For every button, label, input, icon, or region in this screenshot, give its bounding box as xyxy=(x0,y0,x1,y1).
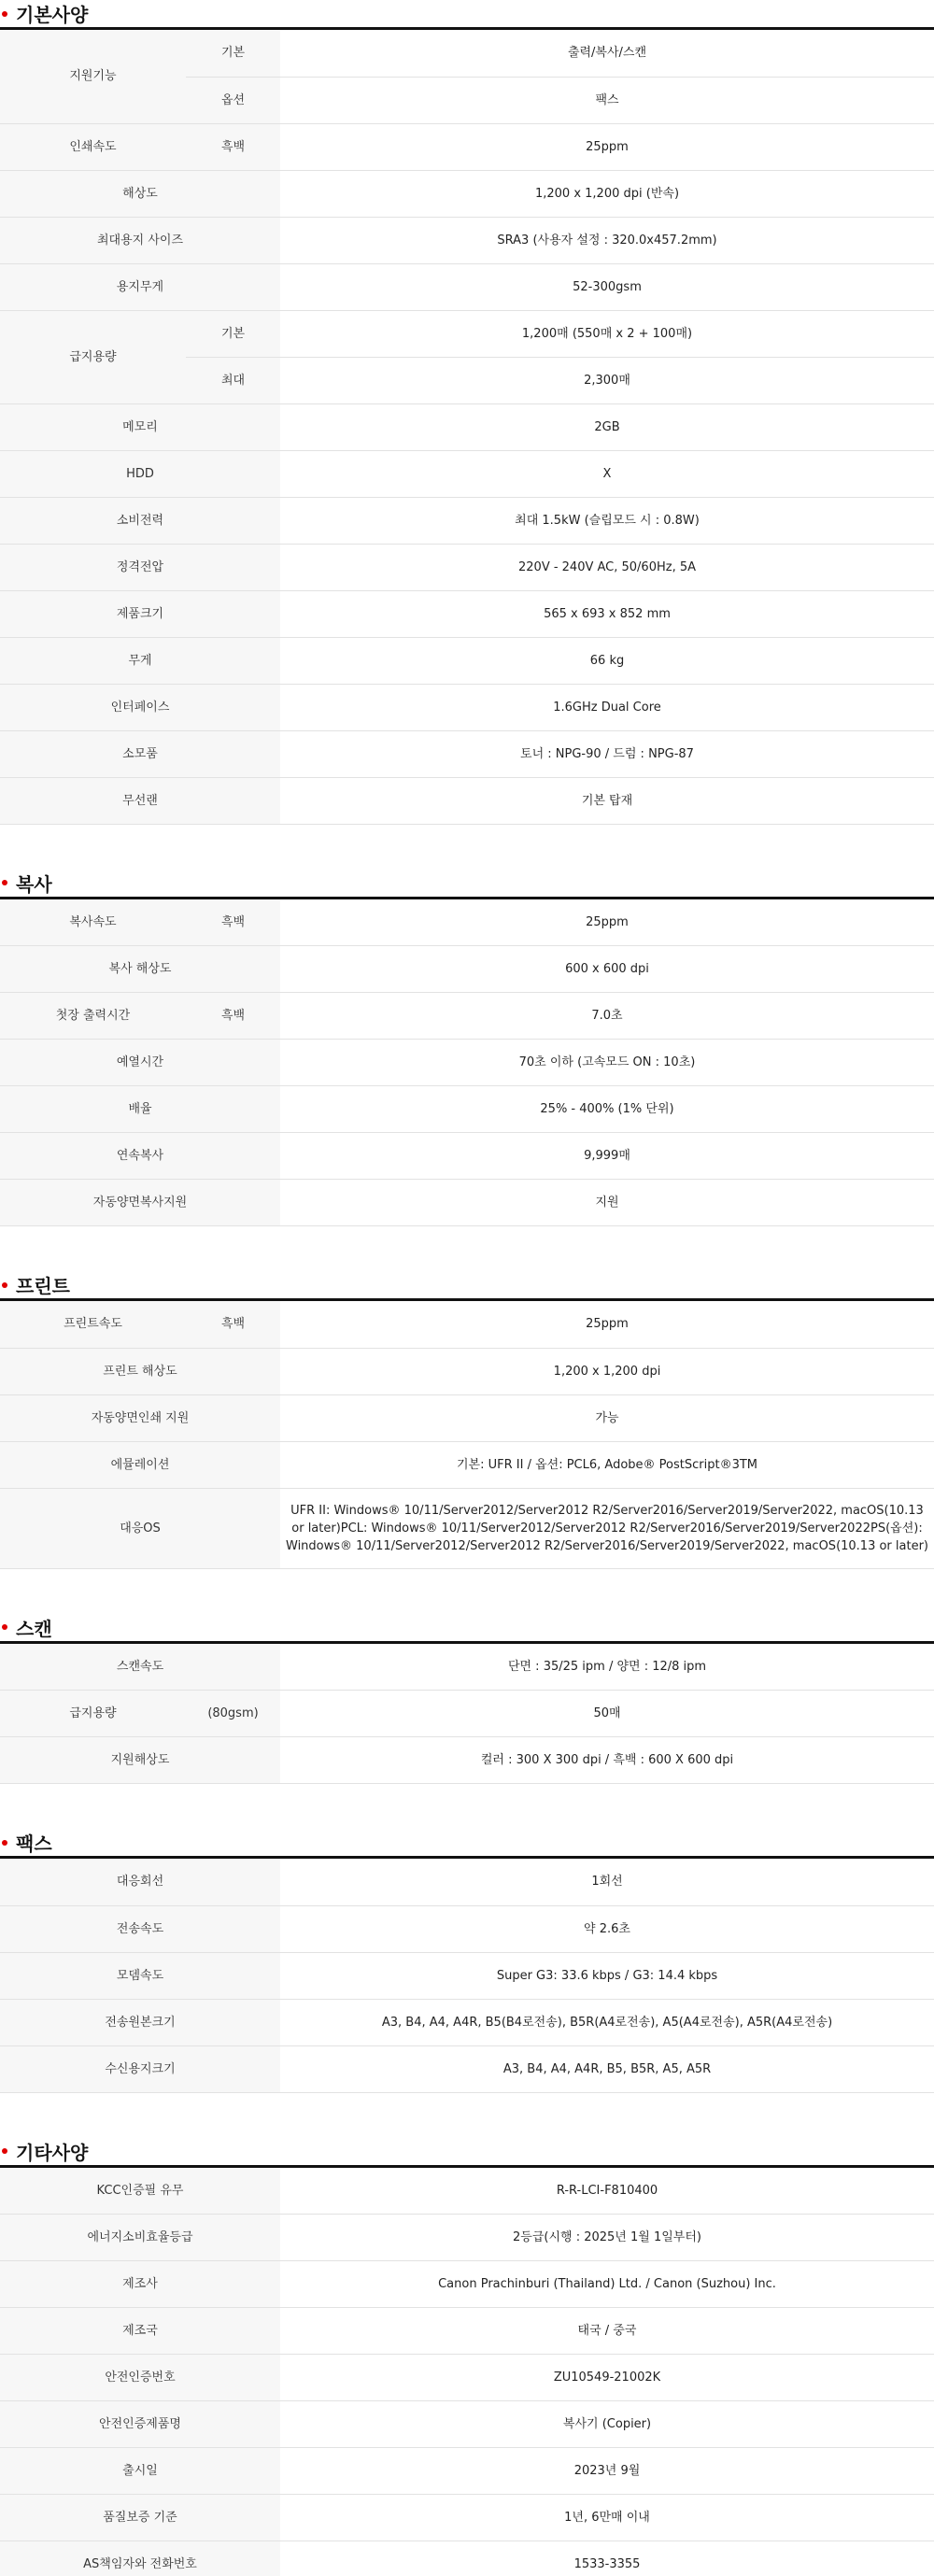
table-row xyxy=(0,1905,934,1952)
row-value: A3, B4, A4, A4R, B5, B5R, A5, A5R xyxy=(280,2045,934,2092)
section-header xyxy=(0,870,934,899)
section-title: 스캔 xyxy=(16,1617,52,1640)
row-label: 자동양면복사지원 xyxy=(0,1180,280,1226)
row-label: 대응회선 xyxy=(0,1859,280,1905)
row-sublabel: 흑백 xyxy=(186,1301,280,1348)
table-row xyxy=(0,170,934,217)
row-value: 220V - 240V AC, 50/60Hz, 5A xyxy=(280,544,934,590)
row-value: 지원 xyxy=(280,1180,934,1226)
row-label: 소모품 xyxy=(0,730,280,777)
spec-table xyxy=(0,1859,934,2093)
table-row xyxy=(0,1691,934,1737)
table-row xyxy=(0,1040,934,1086)
table-row xyxy=(0,1394,934,1441)
table-row xyxy=(0,946,934,993)
row-value: 1,200 x 1,200 dpi (반속) xyxy=(280,170,934,217)
row-label: 에뮬레이션 xyxy=(0,1441,280,1488)
section-header xyxy=(0,0,934,30)
row-label: 복사속도 xyxy=(0,899,186,946)
row-value: 565 x 693 x 852 mm xyxy=(280,590,934,637)
table-row xyxy=(0,2261,934,2308)
table-row xyxy=(0,2495,934,2541)
row-label: 대응OS xyxy=(0,1488,280,1568)
spec-table xyxy=(0,1644,934,1785)
row-label: 프린트 해상도 xyxy=(0,1348,280,1394)
row-value: 600 x 600 dpi xyxy=(280,946,934,993)
row-label: 무선랜 xyxy=(0,777,280,824)
row-value: 1년, 6만매 이내 xyxy=(280,2495,934,2541)
table-row xyxy=(0,263,934,310)
table-row xyxy=(0,2308,934,2355)
row-label: 최대용지 사이즈 xyxy=(0,217,280,263)
table-row xyxy=(0,1488,934,1568)
table-row xyxy=(0,899,934,946)
table-row xyxy=(0,1133,934,1180)
row-label: 해상도 xyxy=(0,170,280,217)
table-row xyxy=(0,1644,934,1691)
row-value: 복사기 (Copier) xyxy=(280,2401,934,2448)
row-value: 2GB xyxy=(280,403,934,450)
spec-table xyxy=(0,2168,934,2576)
table-row xyxy=(0,1737,934,1784)
row-value: 가능 xyxy=(280,1394,934,1441)
table-row xyxy=(0,1952,934,1999)
row-label: 안전인증제품명 xyxy=(0,2401,280,2448)
table-row xyxy=(0,450,934,497)
row-label: 제품크기 xyxy=(0,590,280,637)
row-label: 에너지소비효율등급 xyxy=(0,2215,280,2261)
table-row xyxy=(0,684,934,730)
row-value: 50매 xyxy=(280,1691,934,1737)
table-row xyxy=(0,2541,934,2576)
row-label: 안전인증번호 xyxy=(0,2355,280,2401)
section-title: 프린트 xyxy=(16,1275,70,1297)
row-sublabel: (80gsm) xyxy=(186,1691,280,1737)
section-scan xyxy=(0,1614,934,1785)
row-label: 연속복사 xyxy=(0,1133,280,1180)
row-value: 2,300매 xyxy=(280,357,934,403)
row-label: 지원기능 xyxy=(0,30,186,123)
table-row xyxy=(0,993,934,1040)
row-label: 무게 xyxy=(0,637,280,684)
row-value: 25ppm xyxy=(280,899,934,946)
section-fax xyxy=(0,1829,934,2093)
row-value: 태국 / 중국 xyxy=(280,2308,934,2355)
row-value: UFR II: Windows® 10/11/Server2012/Server2012 R2/Server2016/Server2019/Server2022, macOS(10.13 or later)PCL: Windows® 10/11/Server2012/Server2012 R2/Server2016/Server2019/Server2022PS(옵션): Windows® 10/11/Server2012/Server2012 R2/Server2016/Server2019/Server2022, macOS(10.13 or later) xyxy=(280,1488,934,1568)
bullet-dot-icon xyxy=(2,11,7,17)
row-sublabel: 최대 xyxy=(186,357,280,403)
row-value: 1533-3355 xyxy=(280,2541,934,2576)
table-row xyxy=(0,1441,934,1488)
section-title: 기본사양 xyxy=(16,4,89,26)
row-label: 예열시간 xyxy=(0,1040,280,1086)
row-value: Canon Prachinburi (Thailand) Ltd. / Canon (Suzhou) Inc. xyxy=(280,2261,934,2308)
row-value: R-R-LCI-F810400 xyxy=(280,2168,934,2215)
bullet-dot-icon xyxy=(2,1282,7,1288)
row-label: 배율 xyxy=(0,1086,280,1133)
row-label: 출시일 xyxy=(0,2448,280,2495)
row-value: 출력/복사/스캔 xyxy=(280,30,934,77)
table-row xyxy=(0,2215,934,2261)
section-print xyxy=(0,1271,934,1569)
row-value: 기본: UFR II / 옵션: PCL6, Adobe® PostScript®3TM xyxy=(280,1441,934,1488)
row-label: 프린트속도 xyxy=(0,1301,186,1348)
table-row xyxy=(0,1086,934,1133)
row-sublabel: 기본 xyxy=(186,30,280,77)
table-row xyxy=(0,777,934,824)
row-value: 25% - 400% (1% 단위) xyxy=(280,1086,934,1133)
bullet-dot-icon xyxy=(2,1840,7,1846)
row-value: 1,200매 (550매 x 2 + 100매) xyxy=(280,310,934,357)
table-row xyxy=(0,544,934,590)
row-label: 복사 해상도 xyxy=(0,946,280,993)
row-label: HDD xyxy=(0,450,280,497)
row-label: 전송속도 xyxy=(0,1905,280,1952)
row-label: 자동양면인쇄 지원 xyxy=(0,1394,280,1441)
row-value: 최대 1.5kW (슬립모드 시 : 0.8W) xyxy=(280,497,934,544)
section-title: 복사 xyxy=(16,872,52,896)
row-value: 단면 : 35/25 ipm / 양면 : 12/8 ipm xyxy=(280,1644,934,1691)
row-value: X xyxy=(280,450,934,497)
table-row xyxy=(0,1999,934,2045)
table-row xyxy=(0,2355,934,2401)
row-label: 용지무게 xyxy=(0,263,280,310)
row-sublabel: 옵션 xyxy=(186,77,280,123)
table-row xyxy=(0,1859,934,1905)
row-value: 25ppm xyxy=(280,1301,934,1348)
row-value: 1.6GHz Dual Core xyxy=(280,684,934,730)
bullet-dot-icon xyxy=(2,1624,7,1630)
row-sublabel: 기본 xyxy=(186,310,280,357)
bullet-dot-icon xyxy=(2,2148,7,2154)
row-value: 9,999매 xyxy=(280,1133,934,1180)
bullet-dot-icon xyxy=(2,880,7,885)
table-row xyxy=(0,1348,934,1394)
row-value: Super G3: 33.6 kbps / G3: 14.4 kbps xyxy=(280,1952,934,1999)
row-value: 1회선 xyxy=(280,1859,934,1905)
section-title: 기타사양 xyxy=(16,2141,89,2164)
row-label: KCC인증필 유무 xyxy=(0,2168,280,2215)
table-row xyxy=(0,637,934,684)
section-etc xyxy=(0,2138,934,2576)
row-value: 70초 이하 (고속모드 ON : 10초) xyxy=(280,1040,934,1086)
row-value: 토너 : NPG-90 / 드럼 : NPG-87 xyxy=(280,730,934,777)
row-label: 모뎀속도 xyxy=(0,1952,280,1999)
table-row xyxy=(0,590,934,637)
row-label: 전송원본크기 xyxy=(0,1999,280,2045)
row-label: 소비전력 xyxy=(0,497,280,544)
table-row xyxy=(0,30,934,77)
row-value: 기본 탑재 xyxy=(280,777,934,824)
table-row xyxy=(0,2401,934,2448)
row-value: SRA3 (사용자 설정 : 320.0x457.2mm) xyxy=(280,217,934,263)
row-label: 스캔속도 xyxy=(0,1644,280,1691)
row-sublabel: 흑백 xyxy=(186,123,280,170)
table-row xyxy=(0,1180,934,1226)
row-label: AS책임자와 전화번호 xyxy=(0,2541,280,2576)
spec-table xyxy=(0,30,934,825)
table-row xyxy=(0,403,934,450)
row-label: 메모리 xyxy=(0,403,280,450)
table-row xyxy=(0,1301,934,1348)
row-value: 2023년 9월 xyxy=(280,2448,934,2495)
table-row xyxy=(0,2168,934,2215)
row-label: 제조국 xyxy=(0,2308,280,2355)
row-label: 정격전압 xyxy=(0,544,280,590)
row-sublabel: 흑백 xyxy=(186,993,280,1040)
row-value: ZU10549-21002K xyxy=(280,2355,934,2401)
section-title: 팩스 xyxy=(16,1833,52,1855)
table-row xyxy=(0,2045,934,2092)
row-value: 컬러 : 300 X 300 dpi / 흑백 : 600 X 600 dpi xyxy=(280,1737,934,1784)
table-row xyxy=(0,217,934,263)
row-value: 약 2.6초 xyxy=(280,1905,934,1952)
row-label: 인쇄속도 xyxy=(0,123,186,170)
spec-table xyxy=(0,899,934,1227)
table-row xyxy=(0,123,934,170)
spec-table xyxy=(0,1301,934,1569)
row-label: 급지용량 xyxy=(0,1691,186,1737)
row-label: 지원해상도 xyxy=(0,1737,280,1784)
row-label: 수신용지크기 xyxy=(0,2045,280,2092)
table-row xyxy=(0,2448,934,2495)
row-value: 25ppm xyxy=(280,123,934,170)
section-header xyxy=(0,1614,934,1644)
row-label: 첫장 출력시간 xyxy=(0,993,186,1040)
table-row xyxy=(0,497,934,544)
table-row xyxy=(0,730,934,777)
row-value: A3, B4, A4, A4R, B5(B4로전송), B5R(A4로전송), A5(A4로전송), A5R(A4로전송) xyxy=(280,1999,934,2045)
section-header xyxy=(0,1829,934,1859)
row-label: 급지용량 xyxy=(0,310,186,403)
row-value: 2등급(시행 : 2025년 1월 1일부터) xyxy=(280,2215,934,2261)
row-value: 66 kg xyxy=(280,637,934,684)
row-label: 인터페이스 xyxy=(0,684,280,730)
table-row xyxy=(0,310,934,357)
row-value: 팩스 xyxy=(280,77,934,123)
section-copy xyxy=(0,870,934,1227)
row-value: 7.0초 xyxy=(280,993,934,1040)
row-value: 52-300gsm xyxy=(280,263,934,310)
section-header xyxy=(0,2138,934,2168)
row-sublabel: 흑백 xyxy=(186,899,280,946)
row-value: 1,200 x 1,200 dpi xyxy=(280,1348,934,1394)
row-label: 제조사 xyxy=(0,2261,280,2308)
section-basic xyxy=(0,0,934,825)
section-header xyxy=(0,1271,934,1301)
row-label: 품질보증 기준 xyxy=(0,2495,280,2541)
